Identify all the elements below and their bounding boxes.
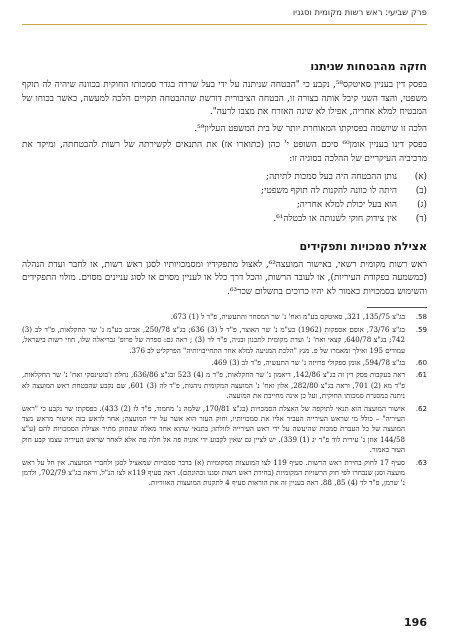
condition-text: היתה לו כוונה להקנות לה תוקף משפטי; bbox=[261, 185, 397, 196]
section-heading-promises: חזקה מהבטחות שניתנו bbox=[310, 60, 427, 73]
paragraph-sitex: בפסק דין בעניין סאיטקס⁵⁸, נקבע כי "הבטחה שניתנה על ידי בעל שררה בגדר סמכותו החוקית בכוונה שיהיה לה תוקף משפטי, והצד השני קיבל אותה בצורה זו, הבטחה הציבורית דורשת שההבטחה תקויים הלכה למעשה, כאשר בכוחו של המבטיח למלא אחריה, אפילו לא שינה האזרח את מצבו לרעה". bbox=[22, 80, 427, 118]
condition-text: אין צידוק חוקי לשנותה או לבטלה⁶¹. bbox=[273, 213, 397, 224]
footnote-text: ראה בעקבות פסק דין זה בג"צ 142/86, דיאמון נ' שר החקלאות, פ"ד מ (4) 523 ובג"צ 636/86, נחלת ז'בוטינסקי ואח' נ' שר החקלאות, פ"ד מא (2) 701, וראה בג"צ 282/80, אלון ואח' נ' המועצה המקומית ניהגות, פ"ד לה (3) 601, שם נקבע שהבטחת ראש המועצה לא ניתנה במסגרת סמכותו החוקית, ועל כן אינה מחייבת את המועצה. bbox=[22, 370, 405, 401]
paragraph-supreme-court: הלכה זו שיושמה בפסיקתו המאוחרת יותר של בית המשפט העליון⁵⁹. bbox=[194, 123, 427, 134]
condition-item bbox=[22, 184, 427, 198]
condition-marker: (ד) bbox=[415, 213, 427, 224]
footnote-separator bbox=[367, 307, 427, 308]
footnote-number: 59. bbox=[415, 324, 427, 334]
condition-item bbox=[22, 212, 427, 226]
footnotes bbox=[22, 312, 427, 489]
footnote-number: 60. bbox=[415, 357, 427, 367]
footnote-62 bbox=[22, 404, 427, 456]
condition-item bbox=[22, 198, 427, 212]
footnote-59 bbox=[22, 325, 427, 356]
page-content bbox=[22, 28, 427, 491]
footnote-text: אישור המועצה הוא תנאי לתוקפה של האצלת הסמכויות (בג"צ 170/81, שלמה נ' מחמוד, פ"ד לו (2) 433). בפסקתו שר נקבע כי "ראש העיריה" – כולל מי שראש העירייה העביר אליו את סמכויותיו, וחוק העזר הוא אשר על ידי המועצה; אחר לראש בזה אישור מראש מצד המועצה של כל העברת סמכות שהיעשה על ידי ראש העירייה לזולתו; בתנאי שהוא אחד מאלה שהחוק מתיר אצילת הסמכויות להם (ע"צ 144/58 אוזן נ' עירית לוד פ"ד יג (1) 339). יש לציין גם שאין לקבוע ידי אזניה פה אל חלה פה אלא לאחר שראש העיריה עצמו קבע חוק העזר כאמור. bbox=[22, 403, 405, 455]
condition-item bbox=[22, 170, 427, 184]
condition-text: נותן ההבטחה היה בעל סמכות לתיתה; bbox=[266, 171, 397, 182]
paragraph-delegation: ראש רשות מקומית רשאי, באישור המועצה⁶², לאצול מתפקידיו ומסמכויותיו לסגן ראש רשות, או לחבר ועדת הנהלה (כמשמעה בפקודת העיריות), או לעובד הרשות, והכל דרך כלל או לעניין מסוים או לסוג עניינים מסוים. מולוי התפקידים והשימוש בסמכויות כאמור לא יהיו כרוכים בתשלום שכר⁶³. bbox=[22, 259, 427, 297]
conditions-list bbox=[22, 170, 427, 226]
footnote-number: 62. bbox=[415, 403, 427, 413]
footnote-number: 58. bbox=[415, 312, 427, 322]
paragraph-oman: בפסק דינו בעניין אומן⁶⁰ סיכם השופט י' כהן (כתוארו אז) את התנאים לקשירתה של רשות להבטחתה, ומיקד את מרכיביה העיקריים של ההלכה בסוגיה זו: bbox=[22, 140, 427, 164]
footnote-text: בג"צ 135/75, 321, סאיטקס בע"מ ואח' נ' שר המסחר והתעשיה, פ"ד ל (1) 673. bbox=[170, 312, 405, 322]
footnote-number: 61. bbox=[415, 370, 427, 380]
condition-marker: (ג) bbox=[417, 199, 427, 210]
condition-marker: (ב) bbox=[415, 185, 427, 196]
running-head: פרק שביעי: ראש רשות מקומית וסגניו bbox=[292, 8, 427, 18]
footnote-63 bbox=[22, 458, 427, 489]
footnote-61 bbox=[22, 370, 427, 401]
section-heading-delegation: אצילת סמכויות ותפקידים bbox=[299, 239, 427, 253]
footnote-58 bbox=[22, 312, 427, 322]
page-number: 196 bbox=[404, 616, 427, 629]
header-rule bbox=[22, 24, 427, 25]
condition-text: הוא בעל יכולת למלא אחריה; bbox=[296, 199, 397, 210]
footnote-60 bbox=[22, 358, 427, 368]
footnote-text: סעיף 17 לחוק בחירת ראש הרשות. סעיף 119 לצו המועצות המקומיות (א) בדבר סמכויות שמאציל לסגן ולחברי המועצה. אין חל על ראש מועצה וסגן שנבחרו לפי חוק הרשויות המקומיות (בחירת ראש רשות וסגנו וכהונתם). ראה סעיף 119א לצו הנ"ל, וראה בג"צ 702/79, ולדמן נ' שרמן, פ"ד לד (4) 85, 88. ראה בעניין זה את הוראות סעיף 4 לתקנות המועצות האזוריות. bbox=[22, 457, 406, 488]
condition-marker: (א) bbox=[414, 171, 427, 182]
footnote-text: בג"צ 594/78, אומן ספקולי פרויזה נ' שר התעשיה, פ"ד לב (3) 469. bbox=[211, 357, 405, 367]
footnote-number: 63. bbox=[415, 457, 427, 467]
footnote-text: בג"צ 73/76, אוסם אספקות (1962) בע"מ נ' שר האוצר, פ"ד ל (3) 636; בג"צ 250/78, אביגב בע"מ נ' שר החקלאות, פ"ד לב (3) 742; בג"צ 640/78, קצאי ואח' נ' ועדת מקומית לתכנון ובניה, פ"ד לד (3) ; ראה גם: ספרה של פרופ' גבריאלה שלו, חוזי רשות בישראל, עמודים 195 ואילך ומאמרו של פ. מנץ "הלכת המניעה למלא אחר התחייבויותיה" הפרקליט לב 376. bbox=[22, 324, 405, 355]
